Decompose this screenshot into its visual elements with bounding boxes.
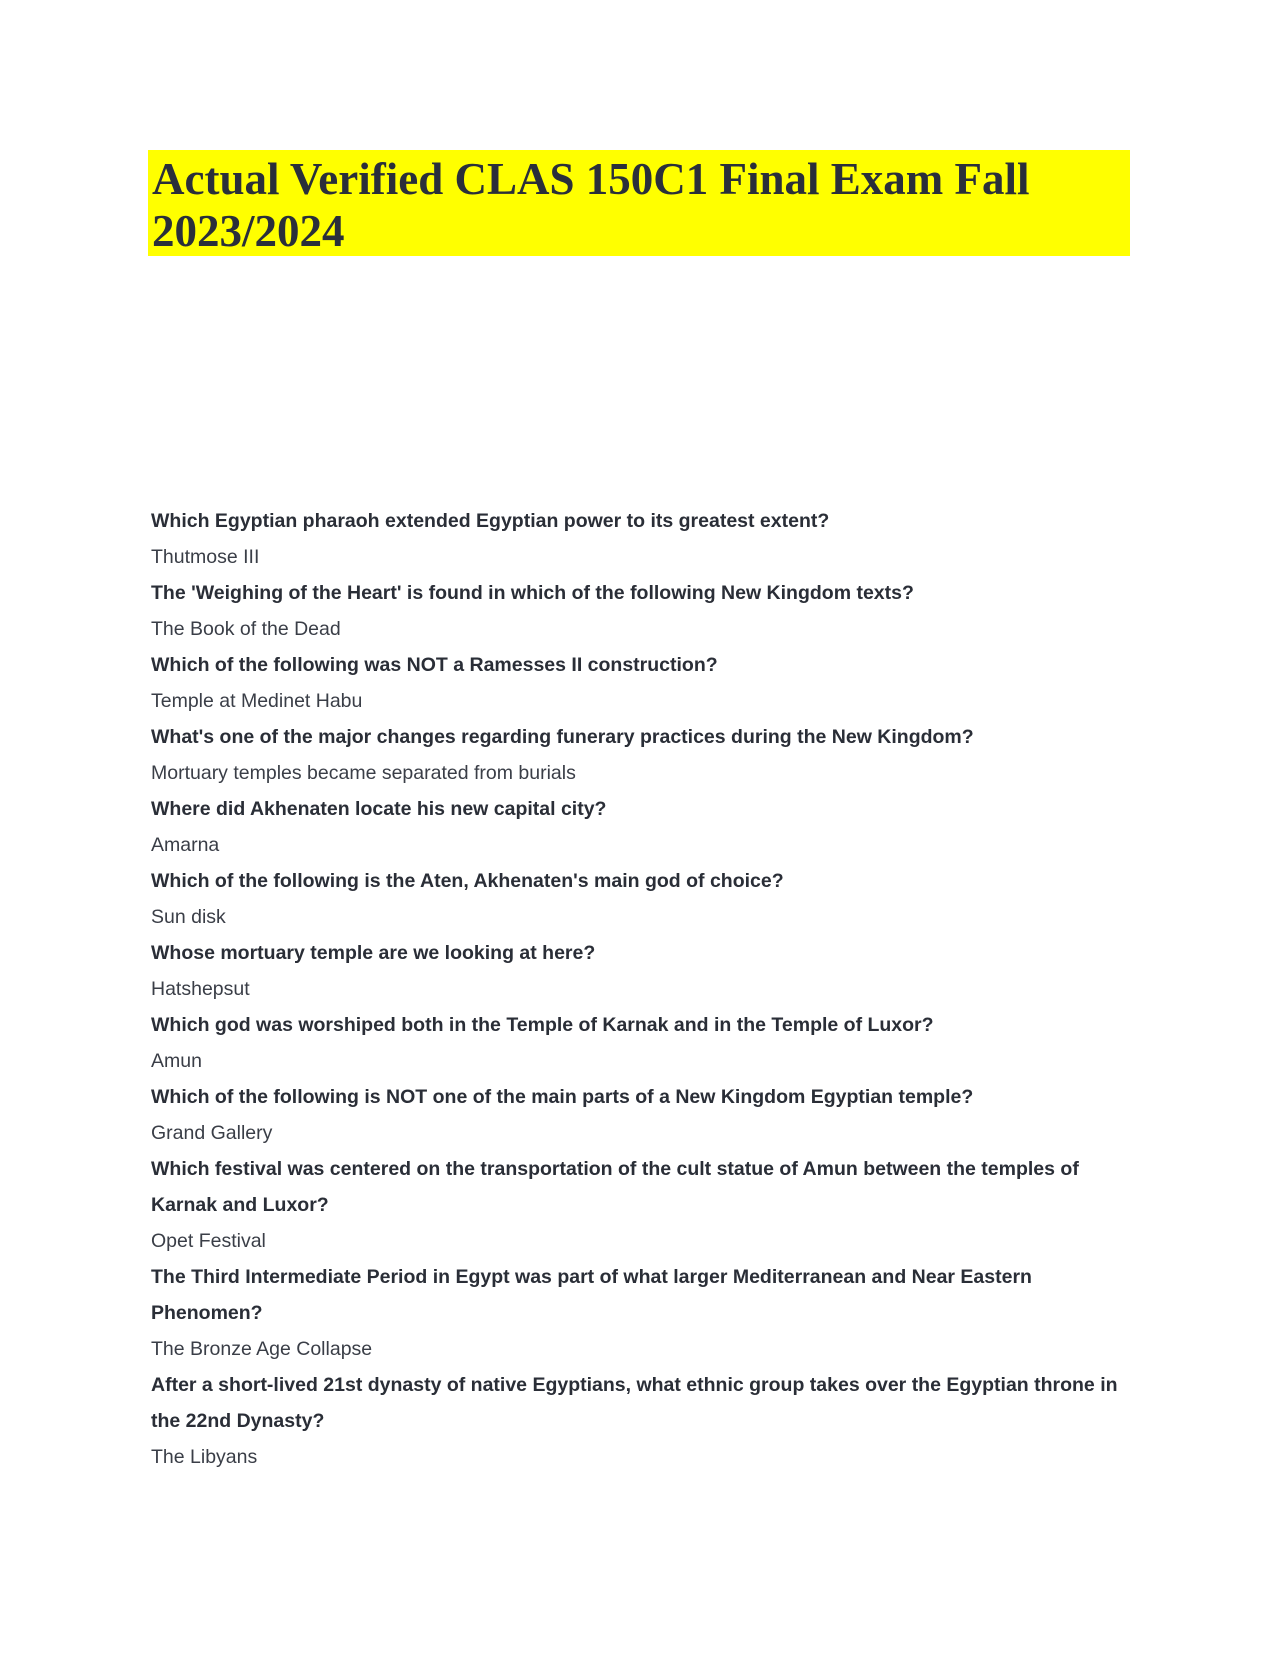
qa-item <box>151 1079 1141 1151</box>
answer-text: Temple at Medinet Habu <box>151 690 363 712</box>
question-text: Whose mortuary temple are we looking at here? <box>151 942 596 964</box>
answer-text: Sun disk <box>151 906 226 928</box>
question-text: The Third Intermediate Period in Egypt was part of what larger Mediterranean and Near Eastern Phenomen? <box>151 1266 1032 1324</box>
answer-text: Opet Festival <box>151 1230 266 1252</box>
qa-item <box>151 503 1141 575</box>
qa-item <box>151 1151 1141 1259</box>
question-text: What's one of the major changes regarding funerary practices during the New Kingdom? <box>151 726 974 748</box>
question-text: After a short-lived 21st dynasty of native Egyptians, what ethnic group takes over the Egyptian throne in the 22nd Dynasty? <box>151 1374 1118 1432</box>
qa-item <box>151 719 1141 791</box>
qa-item <box>151 1259 1141 1367</box>
answer-text: Thutmose III <box>151 546 260 568</box>
answer-text: The Book of the Dead <box>151 618 341 640</box>
question-text: Which festival was centered on the transportation of the cult statue of Amun between the temples of Karnak and Luxor? <box>151 1158 1079 1216</box>
title-highlight <box>148 150 1130 256</box>
question-text: The 'Weighing of the Heart' is found in which of the following New Kingdom texts? <box>151 582 914 604</box>
question-text: Which Egyptian pharaoh extended Egyptian power to its greatest extent? <box>151 510 830 532</box>
question-text: Where did Akhenaten locate his new capital city? <box>151 798 607 820</box>
qa-item <box>151 791 1141 863</box>
answer-text: The Bronze Age Collapse <box>151 1338 373 1360</box>
answer-text: Mortuary temples became separated from burials <box>151 762 576 784</box>
qa-item <box>151 863 1141 935</box>
answer-text: Hatshepsut <box>151 978 250 1000</box>
question-text: Which of the following is the Aten, Akhenaten's main god of choice? <box>151 870 784 892</box>
qa-item <box>151 1007 1141 1079</box>
question-text: Which of the following is NOT one of the main parts of a New Kingdom Egyptian temple? <box>151 1086 974 1108</box>
qa-item <box>151 647 1141 719</box>
answer-text: The Libyans <box>151 1446 258 1468</box>
page-title: Actual Verified CLAS 150C1 Final Exam Fall 2023/2024 <box>152 154 1030 256</box>
qa-list <box>151 503 1141 1475</box>
question-text: Which god was worshiped both in the Temple of Karnak and in the Temple of Luxor? <box>151 1014 934 1036</box>
question-text: Which of the following was NOT a Ramesses II construction? <box>151 654 718 676</box>
qa-item <box>151 575 1141 647</box>
answer-text: Amarna <box>151 834 220 856</box>
answer-text: Grand Gallery <box>151 1122 273 1144</box>
qa-item <box>151 935 1141 1007</box>
qa-item <box>151 1367 1141 1475</box>
answer-text: Amun <box>151 1050 202 1072</box>
